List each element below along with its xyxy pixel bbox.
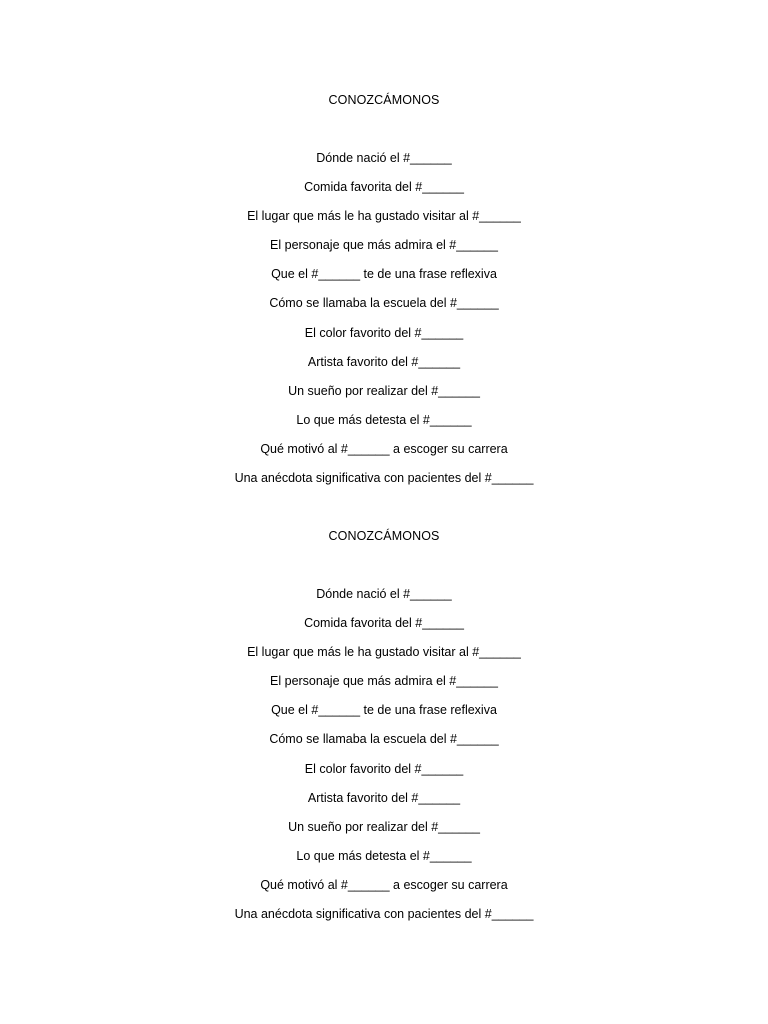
question-line: Que el #______ te de una frase reflexiva xyxy=(271,267,497,282)
question-line: Lo que más detesta el #______ xyxy=(296,848,472,863)
question-line: Un sueño por realizar del #______ xyxy=(288,383,480,398)
question-line: Cómo se llamaba la escuela del #______ xyxy=(269,296,499,311)
question-list xyxy=(0,585,768,934)
question-line: El color favorito del #______ xyxy=(304,325,464,340)
question-line: El lugar que más le ha gustado visitar al #______ xyxy=(247,209,521,224)
question-line: Artista favorito del #______ xyxy=(307,354,461,369)
question-line: Que el #______ te de una frase reflexiva xyxy=(271,703,497,718)
question-line: Comida favorita del #______ xyxy=(304,616,464,631)
question-line: Dónde nació el #______ xyxy=(316,151,452,165)
question-line: Una anécdota significativa con pacientes del #______ xyxy=(234,471,534,486)
question-line: Dónde nació el #______ xyxy=(316,587,452,601)
question-line: Cómo se llamaba la escuela del #______ xyxy=(269,732,499,747)
questionnaire-section-1 xyxy=(0,91,768,498)
question-line: El lugar que más le ha gustado visitar al #______ xyxy=(247,645,521,660)
question-line: El color favorito del #______ xyxy=(304,761,464,776)
question-line: El personaje que más admira el #______ xyxy=(270,238,498,253)
question-line: Comida favorita del #______ xyxy=(304,180,464,195)
question-line: Qué motivó al #______ a escoger su carrera xyxy=(260,877,508,892)
question-list xyxy=(0,149,768,498)
question-line: El personaje que más admira el #______ xyxy=(270,674,498,689)
question-line: Artista favorito del #______ xyxy=(307,790,461,805)
question-line: Un sueño por realizar del #______ xyxy=(288,819,480,834)
question-line: Una anécdota significativa con pacientes del #______ xyxy=(234,907,534,922)
question-line: Qué motivó al #______ a escoger su carrera xyxy=(260,441,508,456)
question-line: Lo que más detesta el #______ xyxy=(296,412,472,427)
section-title: CONOZCÁMONOS xyxy=(328,529,440,543)
questionnaire-section-2 xyxy=(0,527,768,934)
section-title: CONOZCÁMONOS xyxy=(328,93,440,107)
